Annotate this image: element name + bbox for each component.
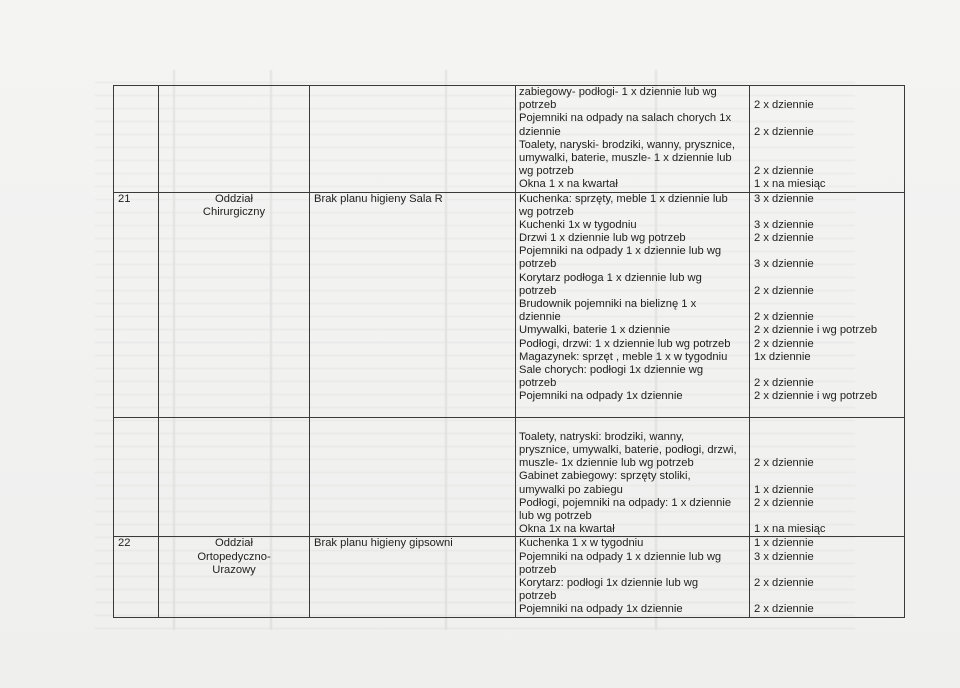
task-line: potrzeb <box>519 284 557 297</box>
task-line: wg potrzeb <box>519 165 574 178</box>
table-row <box>114 537 905 617</box>
task-line: umywalki po zabiegu <box>519 483 623 496</box>
task-line: wg potrzeb <box>519 205 574 218</box>
task-line: Podłogi, drzwi: 1 x dziennie lub wg potrzeb <box>519 337 731 350</box>
frequency-line <box>754 364 904 377</box>
task-line: lub wg potrzeb <box>519 510 592 522</box>
frequency-line: 2 x dziennie <box>754 337 814 350</box>
frequency-line: 2 x dziennie <box>754 311 814 324</box>
frequency-line: 2 x dziennie <box>754 576 814 589</box>
frequency-line <box>754 206 904 219</box>
row-number: 22 <box>118 537 131 550</box>
task-line: Gabinet zabiegowy: sprzęty stoliki, <box>519 470 691 483</box>
frequency-line: 2 x dziennie <box>754 284 814 297</box>
frequency-line: 1 x dziennie <box>754 537 814 550</box>
row-number-cell <box>114 192 159 417</box>
unit-name-line: Oddział <box>215 192 253 205</box>
task-line: zabiegowy- podłogi- 1 x dziennie lub wg <box>519 86 717 98</box>
task-line: Pojemniki na odpady 1x dziennie <box>519 603 683 616</box>
plan-cell <box>310 192 516 417</box>
task-line: Magazynek: sprzęt , meble 1 x w tygodniu <box>519 350 728 363</box>
frequency-line <box>754 112 904 125</box>
row-number-cell <box>114 86 159 193</box>
task-line: Podłogi, pojemniki na odpady: 1 x dziennie <box>519 496 732 509</box>
frequency-line: 2 x dziennie <box>754 125 814 138</box>
frequency-line <box>754 431 904 444</box>
frequency-line <box>754 298 904 311</box>
spacer <box>519 404 749 417</box>
row-number-cell <box>114 537 159 617</box>
task-line: Toalety, natryski: brodziki, wanny, <box>519 430 684 443</box>
table-row <box>114 192 905 417</box>
frequency-line: 2 x dziennie <box>754 165 814 178</box>
frequency-line: 2 x dziennie <box>754 496 814 509</box>
task-line: dziennie <box>519 311 561 324</box>
frequency-line <box>754 245 904 258</box>
task-line: Brudownik pojemniki na bieliznę 1 x <box>519 298 697 310</box>
frequency-line: 1 x na miesiąc <box>754 178 826 191</box>
row-number-cell <box>114 417 159 537</box>
frequency-cell <box>750 192 905 417</box>
task-line: potrzeb <box>519 99 557 112</box>
table-row <box>114 417 905 537</box>
task-line: prysznice, umywalki, baterie, podłogi, drzwi, <box>519 444 737 457</box>
plan-cell <box>310 86 516 193</box>
frequency-line <box>754 510 904 523</box>
task-line: umywalki, baterie, muszle- 1 x dziennie lub <box>519 151 732 164</box>
spacer <box>754 418 904 431</box>
task-line: Pojemniki na odpady 1 x dziennie lub wg <box>519 550 722 563</box>
task-line: Kuchenki 1x w tygodniu <box>519 218 637 231</box>
frequency-line <box>754 564 904 577</box>
task-line: Drzwi 1 x dziennie lub wg potrzeb <box>519 232 686 245</box>
frequency-line <box>754 470 904 483</box>
task-line: Kuchenka 1 x w tygodniu <box>519 537 644 550</box>
frequency-cell <box>750 86 905 193</box>
frequency-line: 3 x dziennie <box>754 258 814 271</box>
frequency-line: 2 x dziennie i wg potrzeb <box>754 324 878 337</box>
frequency-line: 3 x dziennie <box>754 218 814 231</box>
task-line: muszle- 1x dziennie lub wg potrzeb <box>519 457 694 470</box>
frequency-line: 2 x dziennie <box>754 603 814 616</box>
frequency-line: 2 x dziennie i wg potrzeb <box>754 390 878 403</box>
frequency-line: 2 x dziennie <box>754 99 814 112</box>
spacer <box>519 418 749 431</box>
plan-note: Brak planu higieny gipsowni <box>314 537 453 550</box>
tasks-cell <box>516 537 750 617</box>
frequency-line <box>754 444 904 457</box>
frequency-line: 3 x dziennie <box>754 192 814 205</box>
frequency-cell <box>750 417 905 537</box>
task-line: Pojemniki na odpady 1 x dziennie lub wg <box>519 245 722 258</box>
hygiene-plan-table <box>113 85 905 618</box>
frequency-line <box>754 152 904 165</box>
table-row <box>114 86 905 193</box>
frequency-line <box>754 139 904 152</box>
plan-cell <box>310 417 516 537</box>
task-line: dziennie <box>519 125 561 138</box>
tasks-cell <box>516 192 750 417</box>
frequency-line: 1 x na miesiąc <box>754 523 826 536</box>
unit-name-line: Oddział <box>215 537 253 550</box>
unit-name-line: Chirurgiczny <box>202 205 266 218</box>
task-line: potrzeb <box>519 590 557 603</box>
frequency-line: 1 x dziennie <box>754 483 814 496</box>
frequency-cell <box>750 537 905 617</box>
frequency-line: 2 x dziennie <box>754 377 814 390</box>
frequency-line <box>754 272 904 285</box>
frequency-line: 3 x dziennie <box>754 550 814 563</box>
tasks-cell <box>516 86 750 193</box>
tasks-cell <box>516 417 750 537</box>
unit-name-line: Urazowy <box>212 563 256 576</box>
task-line: Toalety, naryski- brodziki, wanny, prysznice, <box>519 138 735 151</box>
task-line: potrzeb <box>519 377 557 390</box>
task-line: potrzeb <box>519 563 557 576</box>
task-line: Pojemniki na odpady na salach chorych 1x <box>519 112 732 125</box>
frequency-line: 2 x dziennie <box>754 232 814 245</box>
frequency-line: 2 x dziennie <box>754 457 814 470</box>
task-line: Sale chorych: podłogi 1x dziennie wg <box>519 363 704 376</box>
frequency-line <box>754 590 904 603</box>
plan-note: Brak planu higieny Sala R <box>314 192 443 205</box>
task-line: Kuchenka: sprzęty, meble 1 x dziennie lub <box>519 192 728 205</box>
task-line: Pojemniki na odpady 1x dziennie <box>519 390 683 403</box>
task-line: Okna 1x na kwartał <box>519 523 615 536</box>
plan-cell <box>310 537 516 617</box>
row-number: 21 <box>118 192 131 205</box>
frequency-line <box>754 86 904 99</box>
unit-cell <box>159 537 310 617</box>
frequency-line: 1x dziennie <box>754 350 811 363</box>
unit-cell <box>159 86 310 193</box>
task-line: Korytarz: podłogi 1x dziennie lub wg <box>519 576 699 589</box>
task-line: Okna 1 x na kwartał <box>519 178 618 191</box>
unit-name-line: Ortopedyczno- <box>197 550 271 563</box>
task-line: Korytarz podłoga 1 x dziennie lub wg <box>519 271 702 284</box>
task-line: potrzeb <box>519 258 557 271</box>
unit-cell <box>159 417 310 537</box>
task-line: Umywalki, baterie 1 x dziennie <box>519 324 671 337</box>
unit-cell <box>159 192 310 417</box>
